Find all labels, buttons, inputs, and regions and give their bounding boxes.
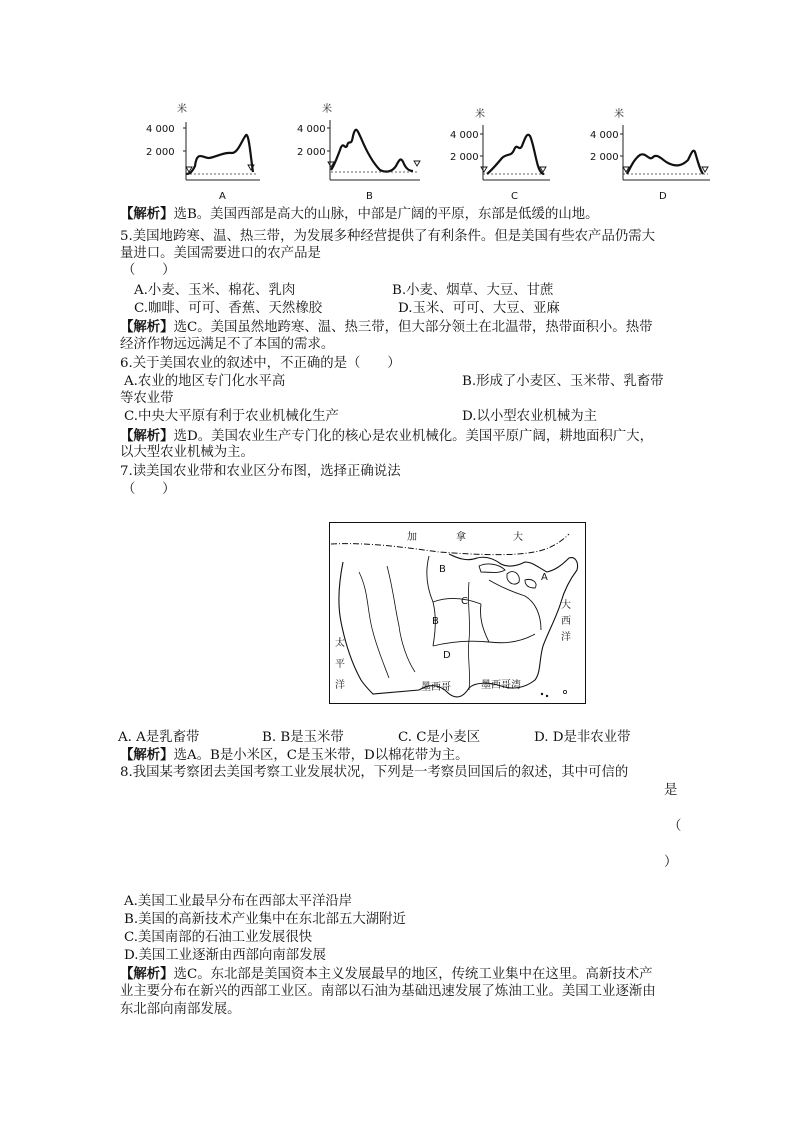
- tick-4000-a: 4 000: [146, 124, 175, 135]
- q7-stem: 7.读美国农业带和农业区分布图，选择正确说法: [120, 464, 401, 479]
- y-unit-b: 米: [322, 104, 332, 115]
- q8-option-c[interactable]: C.美国南部的石油工业发展很快: [124, 930, 313, 945]
- q5-paren: （ ）: [122, 263, 176, 278]
- q5-analysis-2: 经济作物远远满足不了本国的需求。: [120, 337, 335, 352]
- analysis-tag: 【解析】: [120, 428, 174, 444]
- profile-b: [297, 102, 420, 202]
- map-label-atlantic-1: 大: [561, 600, 571, 611]
- q6-option-c[interactable]: C.中央大平原有利于农业机械化生产: [124, 409, 339, 424]
- q6-analysis-2: 以大型农业机械为主。: [120, 445, 254, 460]
- map-label-mexico: 墨西哥: [421, 682, 451, 693]
- map-label-canada-3: 大: [513, 532, 523, 543]
- q8-analysis-text-1: 选C。东北部是美国资本主义发展最早的地区，传统工业集中在这里。高新技术产: [173, 967, 653, 982]
- map-label-pacific-3: 洋: [335, 680, 345, 691]
- tick-4000-c: 4 000: [450, 130, 479, 141]
- profile-c: [450, 107, 550, 202]
- q8-paren-close: ）: [664, 855, 678, 870]
- analysis-tag: 【解析】: [120, 206, 174, 222]
- q6-option-d[interactable]: D.以小型农业机械为主: [462, 409, 598, 424]
- map-region-b-south: B: [432, 616, 439, 627]
- q5-stem-2: 量进口。美国需要进口的农产品是: [120, 246, 321, 261]
- q7-option-d[interactable]: D. D是非农业带: [534, 730, 631, 745]
- tick-2000-c: 2 000: [450, 152, 479, 163]
- map-region-b-north: B: [439, 564, 446, 575]
- q6-stem: 6.关于美国农业的叙述中，不正确的是（ ）: [120, 356, 401, 371]
- y-unit-c: 米: [475, 109, 485, 120]
- q8-option-d[interactable]: D.美国工业逐渐由西部向南部发展: [124, 948, 326, 963]
- map-label-canada-2: 拿: [456, 532, 466, 543]
- usa-agriculture-map: [329, 522, 587, 704]
- map-label-atlantic-3: 洋: [561, 632, 571, 643]
- y-unit-d: 米: [614, 109, 624, 120]
- q8-option-a[interactable]: A.美国工业最早分布在西部太平洋沿岸: [124, 894, 353, 909]
- map-region-a: A: [541, 572, 548, 583]
- q8-option-b[interactable]: B.美国的高新技术产业集中在东北部五大湖附近: [124, 912, 406, 927]
- q5-option-c[interactable]: C.咖啡、可可、香蕉、天然橡胶: [134, 301, 323, 316]
- map-region-d: D: [443, 650, 451, 661]
- profile-label-a: A: [219, 191, 226, 202]
- analysis-tag: 【解析】: [120, 319, 174, 335]
- q6-option-a[interactable]: A.农业的地区专门化水平高: [124, 374, 286, 389]
- map-label-atlantic-2: 西: [561, 616, 571, 627]
- q5-option-d[interactable]: D.玉米、可可、大豆、亚麻: [398, 301, 560, 316]
- analysis-tag: 【解析】: [120, 966, 174, 982]
- q7-analysis: [120, 746, 468, 765]
- q8-paren-open: （: [668, 819, 682, 834]
- analysis-tag: 【解析】: [120, 747, 174, 763]
- q5-stem-1: 5.美国地跨寒、温、热三带，为发展多种经营提供了有利条件。但是美国有些农产品仍需大: [120, 229, 656, 244]
- q8-analysis-3: 东北部向南部发展。: [120, 1002, 241, 1017]
- tick-2000-b: 2 000: [297, 147, 326, 158]
- y-unit-a: 米: [177, 104, 187, 115]
- q7-analysis-text: 选A。B是小米区，C是玉米带，D以棉花带为主。: [173, 748, 469, 763]
- q7-option-a[interactable]: A. A是乳畜带: [118, 730, 200, 745]
- profile-label-c: C: [511, 191, 518, 202]
- map-label-canada-1: 加: [407, 532, 417, 543]
- q6-analysis-text-1: 选D。美国农业生产专门化的核心是农业机械化。美国平原广阔，耕地面积广大，: [173, 429, 653, 444]
- map-frame: [330, 523, 586, 704]
- q5-analysis-1: [120, 318, 652, 337]
- tick-2000-a: 2 000: [146, 147, 175, 158]
- q4-analysis: [120, 205, 599, 224]
- q7-option-b[interactable]: B. B是玉米带: [262, 730, 344, 745]
- tick-4000-b: 4 000: [297, 124, 326, 135]
- profile-d: [590, 107, 710, 202]
- q6-option-b[interactable]: B.形成了小麦区、玉米带、乳畜带: [462, 374, 664, 389]
- q8-analysis-1: [120, 965, 652, 984]
- map-label-pacific-1: 太: [335, 638, 345, 649]
- q8-stem-tail: 是: [664, 783, 678, 798]
- map-label-gulf: 墨西哥湾: [481, 680, 521, 691]
- profile-label-b: B: [366, 191, 373, 202]
- tick-4000-d: 4 000: [590, 130, 619, 141]
- q7-paren: （ ）: [122, 482, 176, 497]
- q8-stem: 8.我国某考察团去美国考察工业发展状况，下列是一考察员回国后的叙述，其中可信的: [120, 765, 629, 780]
- tick-2000-d: 2 000: [590, 152, 619, 163]
- q8-analysis-2: 业主要分布在新兴的西部工业区。南部以石油为基础迅速发展了炼油工业。美国工业逐渐由: [120, 984, 656, 999]
- q5-option-b[interactable]: B.小麦、烟草、大豆、甘蔗: [392, 283, 554, 298]
- map-region-c: C: [461, 596, 468, 607]
- q7-option-c[interactable]: C. C是小麦区: [398, 730, 481, 745]
- q4-analysis-text: 选B。美国西部是高大的山脉，中部是广阔的平原，东部是低缓的山地。: [173, 207, 599, 222]
- q5-analysis-text-1: 选C。美国虽然地跨寒、温、热三带，但大部分领土在北温带，热带面积小。热带: [173, 320, 653, 335]
- terrain-profiles: [0, 0, 794, 210]
- profile-label-d: D: [659, 191, 667, 202]
- profile-a: [146, 102, 260, 202]
- q6-option-b-cont: 等农业带: [120, 391, 174, 406]
- q5-option-a[interactable]: A.小麦、玉米、棉花、乳肉: [134, 283, 296, 298]
- map-label-pacific-2: 平: [335, 659, 345, 670]
